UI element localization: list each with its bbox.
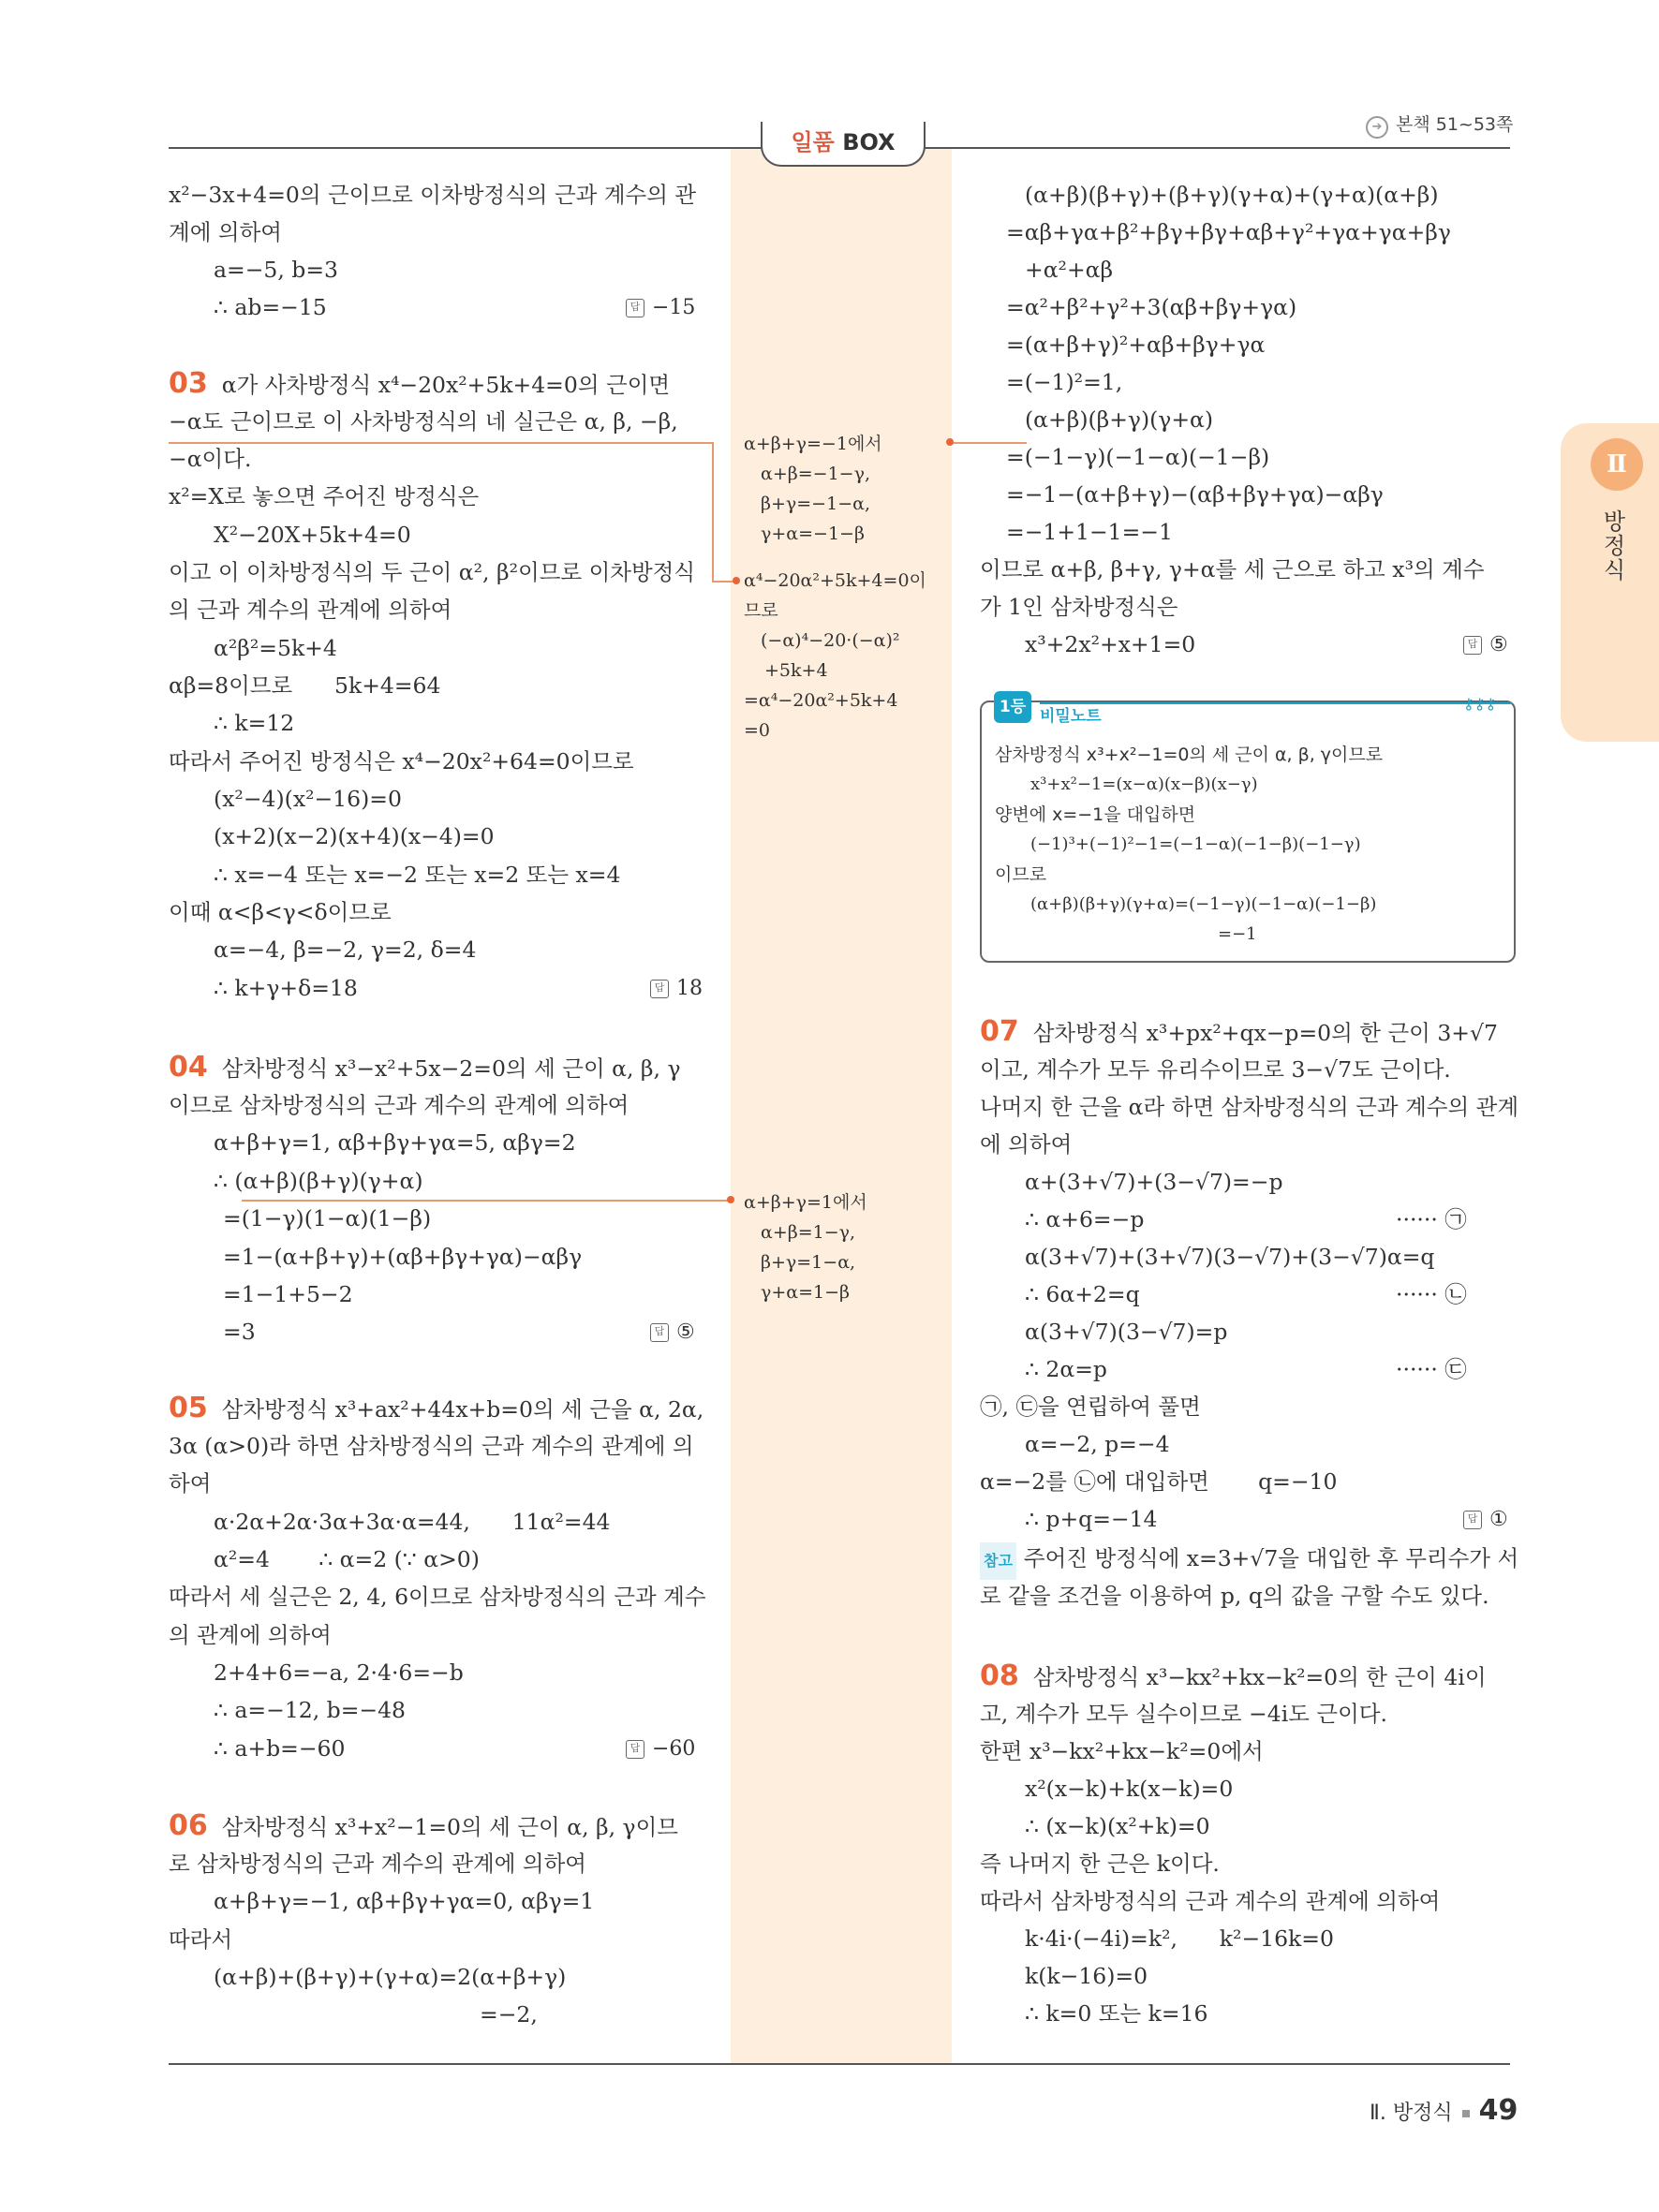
equation-line: ∴ ab=−15	[214, 294, 327, 320]
question-number-08: 08	[980, 1659, 1019, 1692]
note-line: 양변에 x=−1을 대입하면	[995, 804, 1196, 825]
question-number-06: 06	[169, 1809, 208, 1842]
equation-line: ∴ (α+β)(β+γ)(γ+α)	[214, 1168, 423, 1194]
note-line: 이므로	[995, 864, 1047, 885]
text-line: 따라서 세 실근은 2, 4, 6이므로 삼차방정식의 근과 계수	[169, 1584, 706, 1610]
equation-tag: ······ ㉢	[1396, 1356, 1467, 1382]
text-line: −α도 근이므로 이 사차방정식의 네 실근은 α, β, −β,	[169, 408, 678, 435]
connector-line	[712, 442, 714, 581]
question-07-first-line: 07 삼차방정식 x³+px²+qx−p=0의 한 근이 3+√7	[980, 1015, 1498, 1048]
equation-line: ∴ a+b=−60	[214, 1735, 346, 1762]
equation-line: =(α+β+γ)²+αβ+βγ+γα	[1006, 332, 1266, 358]
side-note: β+γ=−1−α,	[761, 494, 870, 514]
question-06-first-line: 06 삼차방정식 x³+x²−1=0의 세 근이 α, β, γ이므	[169, 1809, 678, 1842]
answer-icon: 답	[650, 980, 669, 998]
equation-line: =−1+1−1=−1	[1006, 519, 1173, 545]
equation-line: ∴ k=0 또는 k=16	[1025, 2000, 1208, 2027]
equation-line: α=−4, β=−2, γ=2, δ=4	[214, 936, 477, 963]
side-note: α⁴−20α²+5k+4=0이	[744, 570, 926, 591]
equation-line: =(1−γ)(1−α)(1−β)	[223, 1205, 432, 1231]
text-line: 즉 나머지 한 근은 k이다.	[980, 1851, 1220, 1877]
text-line: 3α (α>0)라 하면 삼차방정식의 근과 계수의 관계에 의	[169, 1433, 694, 1459]
text-line: 가 1인 삼차방정식은	[980, 594, 1178, 620]
answer-06: 답 ⑤	[1463, 633, 1508, 656]
equation-line: =α²+β²+γ²+3(αβ+βγ+γα)	[1006, 294, 1297, 320]
text-line: 계에 의하여	[169, 219, 282, 245]
footer-rule	[169, 2063, 1510, 2065]
side-note: (−α)⁴−20·(−α)²	[761, 630, 900, 651]
note-header-rule	[1040, 702, 1512, 704]
equation-tag: ······ ㉡	[1396, 1281, 1467, 1307]
equation-line: α=−2, p=−4	[1025, 1431, 1170, 1457]
text-line: −α이다.	[169, 446, 252, 472]
text-line: 이고 이 이차방정식의 두 근이 α², β²이므로 이차방정식	[169, 559, 696, 585]
equation-line: ∴ k=12	[214, 710, 295, 736]
note-equation: x³+x²−1=(x−α)(x−β)(x−γ)	[1030, 774, 1258, 794]
text-line: αβ=8이므로 5k+4=64	[169, 672, 441, 699]
connector-line	[242, 1200, 733, 1202]
equation-line: ∴ p+q=−14	[1025, 1506, 1158, 1532]
equation-line: ∴ 2α=p	[1025, 1356, 1107, 1382]
textbook-reference	[1366, 111, 1513, 139]
answer-02: 답 −15	[626, 296, 695, 319]
footer-separator	[1462, 2110, 1470, 2117]
equation-line: 2+4+6=−a, 2·4·6=−b	[214, 1659, 464, 1686]
text-line: ㉠, ㉢을 연립하여 풀면	[980, 1394, 1201, 1420]
equation-line: =−1−(α+β+γ)−(αβ+βγ+γα)−αβγ	[1006, 481, 1384, 508]
question-08-first-line: 08 삼차방정식 x³−kx²+kx−k²=0의 한 근이 4i이	[980, 1659, 1487, 1692]
equation-line: α·2α+2α·3α+3α·α=44, 11α²=44	[214, 1509, 611, 1535]
text-line: 이므로 삼차방정식의 근과 계수의 관계에 의하여	[169, 1092, 630, 1118]
text-line: 따라서 삼차방정식의 근과 계수의 관계에 의하여	[980, 1888, 1441, 1914]
side-note: =0	[744, 720, 771, 741]
text-line: x²=X로 놓으면 주어진 방정식은	[169, 483, 480, 509]
equation-line: (α+β)(β+γ)(γ+α)	[1025, 406, 1214, 433]
text-line: 로 삼차방정식의 근과 계수의 관계에 의하여	[169, 1851, 586, 1877]
equation-line: α²β²=5k+4	[214, 635, 337, 661]
side-note: α+β+γ=1에서	[744, 1192, 867, 1213]
question-05-first-line: 05 삼차방정식 x³+ax²+44x+b=0의 세 근을 α, 2α,	[169, 1392, 704, 1424]
page-footer	[1370, 2094, 1518, 2127]
note-equation: (α+β)(β+γ)(γ+α)=(−1−γ)(−1−α)(−1−β)	[1030, 894, 1377, 914]
note-equation: (−1)³+(−1)²−1=(−1−α)(−1−β)(−1−γ)	[1030, 834, 1361, 854]
text-line: 이므로 α+β, β+γ, γ+α를 세 근으로 하고 x³의 계수	[980, 556, 1485, 582]
equation-line: =(−1−γ)(−1−α)(−1−β)	[1006, 444, 1270, 470]
question-03-first-line: 03 α가 사차방정식 x⁴−20x²+5k+4=0의 근이면	[169, 367, 671, 400]
text-line: 에 의하여	[980, 1131, 1073, 1158]
equation-line: α(3+√7)(3−√7)=p	[1025, 1319, 1228, 1345]
answer-icon: 답	[1463, 636, 1482, 655]
side-note: =α⁴−20α²+5k+4	[744, 690, 898, 711]
equation-line: (α+β)+(β+γ)+(γ+α)=2(α+β+γ)	[214, 1964, 567, 1990]
equation-line: x³+2x²+x+1=0	[1025, 631, 1196, 657]
chapter-side-tab	[1561, 423, 1659, 742]
connector-dot	[946, 438, 954, 446]
note-title: 비밀노트	[1040, 707, 1102, 726]
equation-line: α+β+γ=−1, αβ+βγ+γα=0, αβγ=1	[214, 1888, 595, 1914]
reference-tag: 참고	[980, 1542, 1016, 1580]
text-line: 나머지 한 근을 α라 하면 삼차방정식의 근과 계수의 관계	[980, 1094, 1519, 1120]
equation-line: =(−1)²=1,	[1006, 369, 1123, 395]
text-line: 한편 x³−kx²+kx−k²=0에서	[980, 1738, 1264, 1764]
side-note: γ+α=1−β	[761, 1282, 851, 1303]
box-title-red: 일품	[791, 129, 835, 155]
equation-line: =−2,	[480, 2001, 538, 2028]
answer-icon: 답	[1463, 1511, 1482, 1529]
equation-line: ∴ k+γ+δ=18	[214, 975, 358, 1001]
text-line: 이고, 계수가 모두 유리수이므로 3−√7도 근이다.	[980, 1056, 1451, 1083]
equation-line: α(3+√7)+(3+√7)(3−√7)+(3−√7)α=q	[1025, 1244, 1435, 1270]
chapter-name: 방정식	[1599, 509, 1625, 582]
equation-line: x²(x−k)+k(x−k)=0	[1025, 1776, 1234, 1802]
answer-04: 답 ⑤	[650, 1320, 695, 1344]
equation-line: (x+2)(x−2)(x+4)(x−4)=0	[214, 823, 495, 849]
text-line: 고, 계수가 모두 실수이므로 −4i도 근이다.	[980, 1701, 1387, 1727]
equation-line: α+β+γ=1, αβ+βγ+γα=5, αβγ=2	[214, 1129, 576, 1156]
connector-dot	[727, 1196, 734, 1203]
equation-line: α+(3+√7)+(3−√7)=−p	[1025, 1169, 1283, 1195]
equation-line: =1−1+5−2	[223, 1281, 353, 1307]
text-line: 의 관계에 의하여	[169, 1622, 332, 1648]
equation-line: k(k−16)=0	[1025, 1963, 1148, 1989]
equation-line: =αβ+γα+β²+βγ+βγ+αβ+γ²+γα+γα+βγ	[1006, 219, 1451, 245]
equation-line: =1−(α+β+γ)+(αβ+βγ+γα)−αβγ	[223, 1244, 583, 1270]
side-note: +5k+4	[764, 660, 828, 681]
equation-line: α²=4 ∴ α=2 (∵ α>0)	[214, 1546, 480, 1572]
chapter-number: Ⅱ	[1591, 438, 1643, 491]
equation-line: X²−20X+5k+4=0	[214, 522, 411, 548]
answer-03: 답 18	[650, 977, 703, 1000]
answer-icon: 답	[626, 1740, 644, 1759]
text-line: 로 같을 조건을 이용하여 p, q의 값을 구할 수도 있다.	[980, 1583, 1489, 1609]
page-number: 49	[1478, 2094, 1518, 2127]
answer-05: 답 −60	[626, 1737, 695, 1761]
question-number-05: 05	[169, 1392, 208, 1424]
footer-section: Ⅱ. 방정식	[1370, 2101, 1453, 2125]
side-note: γ+α=−1−β	[761, 524, 865, 544]
question-number-04: 04	[169, 1051, 208, 1084]
equation-line: (x²−4)(x²−16)=0	[214, 786, 402, 812]
text-line: 따라서 주어진 방정식은 x⁴−20x²+64=0이므로	[169, 748, 634, 774]
reference-text: 본책 51~53쪽	[1396, 114, 1514, 135]
answer-07: 답 ①	[1463, 1508, 1508, 1531]
side-note: α+β=1−γ,	[761, 1222, 856, 1243]
text-line: 따라서	[169, 1926, 233, 1953]
note-equation: =−1	[1218, 924, 1257, 944]
side-note: β+γ=1−α,	[761, 1252, 856, 1273]
side-note: α+β+γ=−1에서	[744, 434, 882, 454]
text-line: 의 근과 계수의 관계에 의하여	[169, 597, 452, 623]
equation-line: =3	[223, 1319, 256, 1345]
equation-tag: ······ ㉠	[1396, 1206, 1467, 1232]
box-title	[761, 122, 926, 167]
equation-line: ∴ α+6=−p	[1025, 1206, 1145, 1232]
equation-line: k·4i·(−4i)=k², k²−16k=0	[1025, 1925, 1334, 1952]
equation-line: ∴ (x−k)(x²+k)=0	[1025, 1813, 1210, 1839]
note-badge: 1등급	[994, 691, 1031, 723]
connector-line	[169, 442, 712, 444]
connector-dot	[733, 577, 740, 584]
question-number-03: 03	[169, 367, 208, 400]
text-line: α=−2를 ㉡에 대입하면 q=−10	[980, 1468, 1338, 1495]
reference-note-line: 참고 주어진 방정식에 x=3+√7을 대입한 후 무리수가 서	[980, 1540, 1518, 1580]
note-line: 삼차방정식 x³+x²−1=0의 세 근이 α, β, γ이므로	[995, 745, 1384, 765]
equation-line: +α²+αβ	[1025, 257, 1114, 283]
equation-line: ∴ 6α+2=q	[1025, 1281, 1140, 1307]
question-04-first-line: 04 삼차방정식 x³−x²+5x−2=0의 세 근이 α, β, γ	[169, 1051, 681, 1084]
text-line: 하여	[169, 1470, 212, 1497]
arrow-right-icon: ➔	[1366, 116, 1388, 139]
box-title-black: BOX	[842, 129, 896, 155]
key-icon: ⚷⚷⚷	[1463, 695, 1497, 713]
question-number-07: 07	[980, 1015, 1019, 1048]
text-line: x²−3x+4=0의 근이므로 이차방정식의 근과 계수의 관	[169, 182, 697, 208]
text-line: 이때 α<β<γ<δ이므로	[169, 899, 392, 925]
answer-icon: 답	[626, 299, 644, 317]
answer-icon: 답	[650, 1323, 669, 1342]
equation-line: ∴ a=−12, b=−48	[214, 1697, 406, 1723]
equation-line: a=−5, b=3	[214, 257, 338, 283]
equation-line: (α+β)(β+γ)+(β+γ)(γ+α)+(γ+α)(α+β)	[1025, 182, 1439, 208]
equation-line: ∴ x=−4 또는 x=−2 또는 x=2 또는 x=4	[214, 862, 621, 888]
side-note: α+β=−1−γ,	[761, 464, 870, 484]
side-note: 므로	[744, 600, 778, 621]
